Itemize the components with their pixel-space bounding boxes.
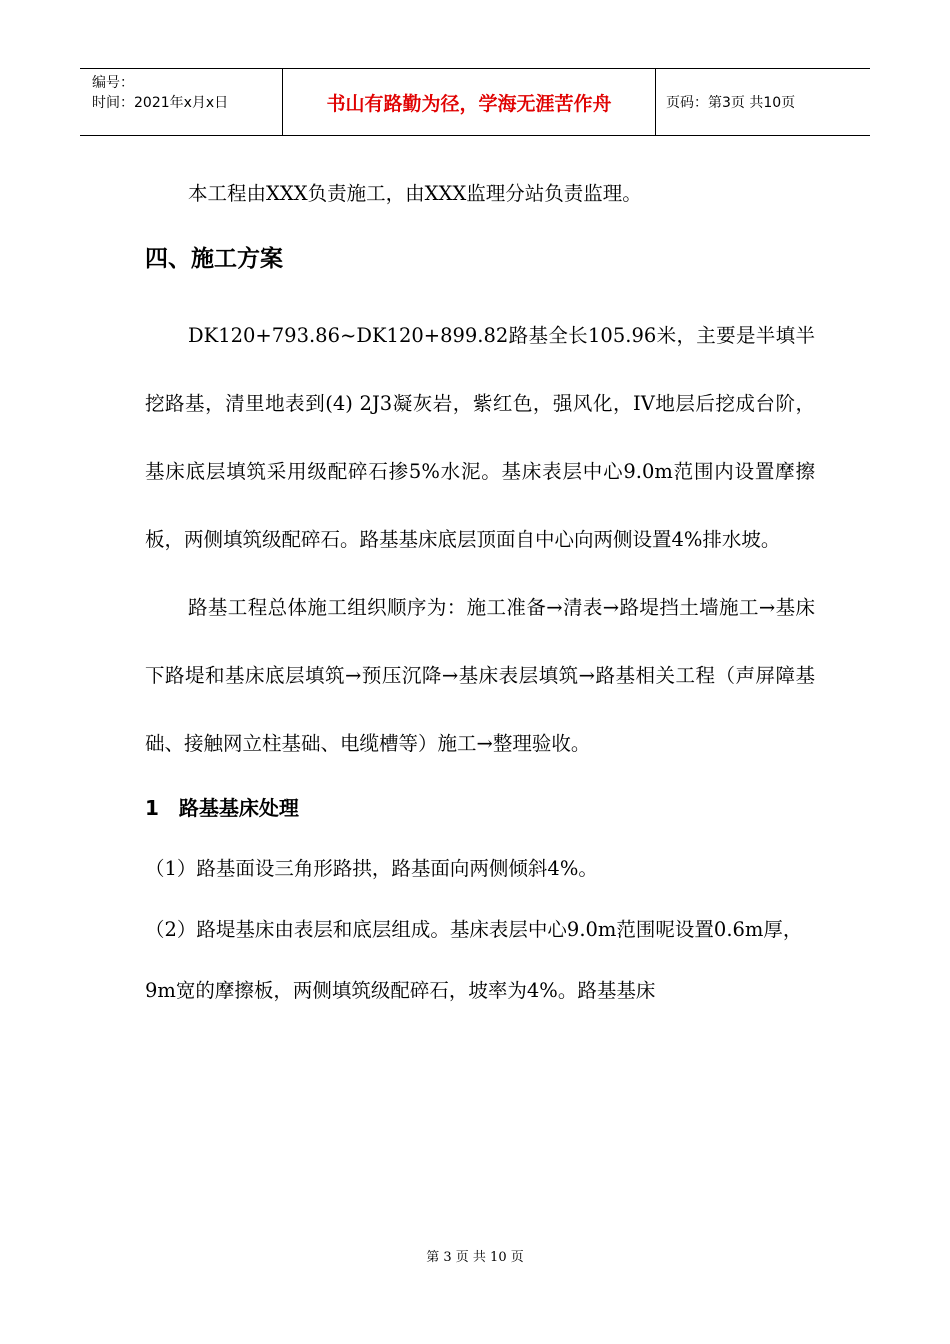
paragraph-overview: DK120+793.86~DK120+899.82路基全长105.96米，主要是半填半挖路基，清里地表到(4) 2J3凝灰岩，紫红色，强风化，IV地层后挖成台阶，基床底层填筑采用级配碎石掺5%水泥。基床表层中心9.0m范围内设置摩擦板，两侧填筑级配碎石。路基基床底层顶面自中心向两侧设置4%排水坡。	[145, 324, 815, 551]
document-header	[80, 68, 870, 136]
header-meta	[80, 69, 282, 135]
document-body	[145, 160, 815, 1021]
page-footer: 第 3 页 共 10 页	[426, 1250, 524, 1265]
header-motto: 书山有路勤为径，学海无涯苦作舟	[282, 69, 656, 135]
header-page-info: 页码：第3页 共10页	[666, 95, 796, 111]
paragraph-contractor: 本工程由XXX负责施工，由XXX监理分站负责监理。	[188, 182, 642, 205]
time-label: 时间：2021年x月x日	[92, 95, 229, 111]
section-title: 四、施工方案	[145, 246, 283, 272]
number-label: 编号：	[92, 75, 134, 91]
list-item-2: （2）路堤基床由表层和底层组成。基床表层中心9.0m范围呢设置0.6m厚，9m宽的摩擦板，两侧填筑级配碎石，坡率为4%。路基基床	[145, 918, 803, 1002]
paragraph-sequence: 路基工程总体施工组织顺序为：施工准备→清表→路堤挡土墙施工→基床下路堤和基床底层填筑→预压沉降→基床表层填筑→路基相关工程（声屏障基础、接触网立柱基础、电缆槽等）施工→整理验收。	[145, 596, 815, 755]
subsection-title: 1 路基基床处理	[145, 796, 299, 820]
list-item-1: （1）路基面设三角形路拱，路基面向两侧倾斜4%。	[145, 857, 598, 880]
